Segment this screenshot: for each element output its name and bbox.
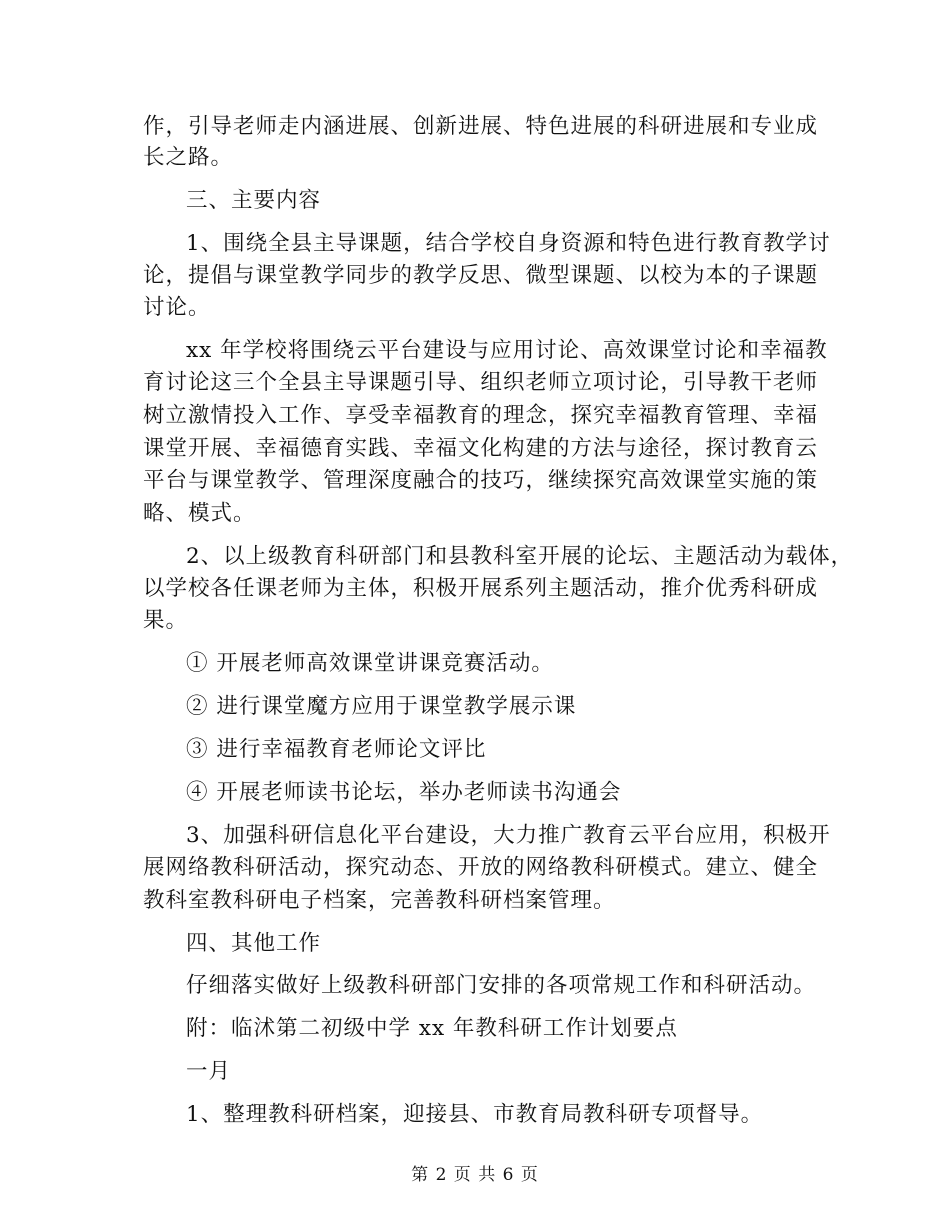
list-item-4: ④ 开展老师读书论坛，举办老师读书沟通会 — [186, 780, 622, 805]
text-line-12: 略、模式。 — [143, 501, 256, 526]
text-line-5: 论，提倡与课堂教学同步的教学反思、微型课题、以校为本的子课题 — [143, 263, 819, 288]
list-item-1: ① 开展老师高效课堂讲课竞赛活动。 — [186, 651, 554, 676]
text-line-9: 树立激情投入工作、享受幸福教育的理念，探究幸福教育管理、幸福 — [143, 403, 819, 428]
text-line-22: 教科室教科研电子档案，完善教科研档案管理。 — [143, 888, 616, 913]
page-footer: 第 2 页 共 6 页 — [411, 1165, 539, 1185]
appendix-title: 附：临沭第二初级中学 xx 年教科研工作计划要点 — [186, 1016, 678, 1041]
text-line-27: 1、整理教科研档案，迎接县、市教育局教科研专项督导。 — [186, 1102, 764, 1127]
text-line-20: 3、加强科研信息化平台建设，大力推广教育云平台应用，积极开 — [186, 823, 831, 848]
month-heading: 一月 — [186, 1059, 232, 1084]
text-line-1: 作，引导老师走内涵进展、创新进展、特色进展的科研进展和专业成 — [143, 114, 819, 139]
text-line-10: 课堂开展、幸福德育实践、幸福文化构建的方法与途径，探讨教育云 — [143, 436, 819, 461]
text-line-2: 长之路。 — [143, 145, 234, 170]
text-line-7: xx 年学校将围绕云平台建设与应用讨论、高效课堂讨论和幸福教 — [186, 338, 828, 363]
text-line-13: 2、以上级教育科研部门和县教科室开展的论坛、主题活动为载体， — [186, 544, 854, 569]
text-line-6: 讨论。 — [143, 295, 211, 320]
text-line-21: 展网络教科研活动，探究动态、开放的网络教科研模式。建立、健全 — [143, 855, 819, 880]
list-item-3: ③ 进行幸福教育老师论文评比 — [186, 737, 487, 762]
section-heading-3: 三、主要内容 — [186, 188, 322, 213]
list-item-2: ② 进行课堂魔方应用于课堂教学展示课 — [186, 694, 577, 719]
text-line-15: 果。 — [143, 608, 189, 633]
text-line-4: 1、围绕全县主导课题，结合学校自身资源和特色进行教育教学讨 — [186, 231, 831, 256]
text-line-11: 平台与课堂教学、管理深度融合的技巧，继续探究高效课堂实施的策 — [143, 468, 819, 493]
text-line-8: 育讨论这三个全县主导课题引导、组织老师立项讨论，引导教干老师 — [143, 370, 819, 395]
text-line-14: 以学校各任课老师为主体，积极开展系列主题活动，推介优秀科研成 — [143, 576, 819, 601]
section-heading-4: 四、其他工作 — [186, 931, 322, 956]
text-line-24: 仔细落实做好上级教科研部门安排的各项常规工作和科研活动。 — [186, 973, 817, 998]
